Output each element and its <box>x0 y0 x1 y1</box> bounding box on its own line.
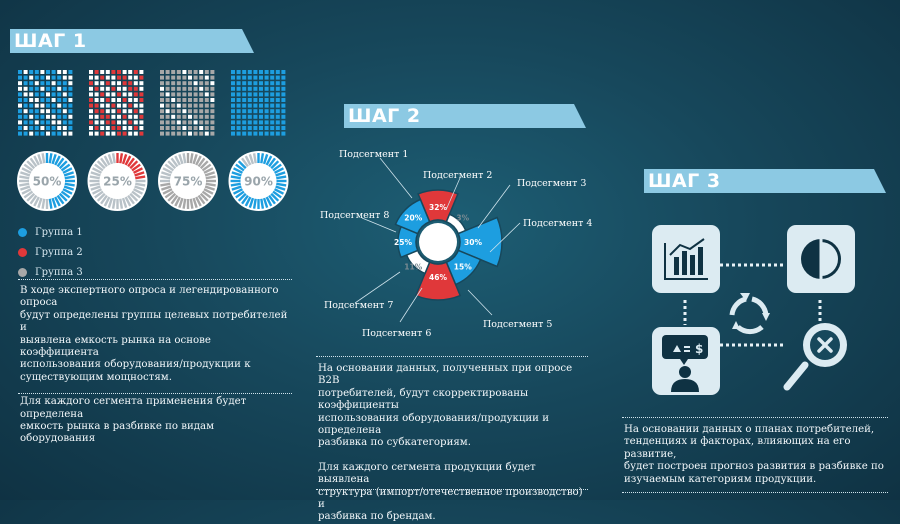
legend-dot-gray <box>18 268 27 277</box>
person-money-icon <box>652 327 720 395</box>
dot-grid-2 <box>89 70 143 136</box>
legend-label: Группа 2 <box>35 246 83 258</box>
step2-description <box>316 356 588 523</box>
segment-value-5: 46% <box>429 273 447 282</box>
leader-line-1 <box>380 158 412 198</box>
step1-paragraph-2: Для каждого сегмента применения будет определена емкость рынка в разбивке по видам оборудования <box>20 396 247 445</box>
dot-grid-3 <box>160 70 214 136</box>
step1-banner <box>10 29 254 53</box>
step3-title: ШАГ 3 <box>648 170 721 192</box>
segment-label-3: Подсегмент 3 <box>517 178 587 189</box>
svg-text:$: $ <box>695 342 704 356</box>
gauge-1 <box>17 151 77 211</box>
step1-paragraph-1: В ходе экспертного опроса и легендированного опроса будут определены группы целевых потребителей и выявлена емкость рынка на основе коэффициента использования оборудования/продукции к существующим мощностям. <box>20 285 288 383</box>
gauge-3 <box>158 151 218 211</box>
step2-banner <box>344 104 586 128</box>
bar-chart-icon <box>652 225 720 293</box>
step2-title: ШАГ 2 <box>348 105 421 127</box>
step3-banner <box>644 169 886 193</box>
magnifier-x-icon <box>787 323 847 387</box>
legend <box>18 222 83 282</box>
segment-value-8: 20% <box>404 213 423 223</box>
segment-label-7: Подсегмент 7 <box>324 300 394 311</box>
step1-description <box>18 279 292 445</box>
legend-dot-blue <box>18 228 27 237</box>
segment-label-8: Подсегмент 8 <box>320 210 390 221</box>
dot-grid-1 <box>18 70 72 136</box>
segment-value-2: 3% <box>456 213 470 223</box>
segment-label-4: Подсегмент 4 <box>523 218 593 229</box>
segment-label-1: Подсегмент 1 <box>339 149 409 160</box>
legend-label: Группа 3 <box>35 266 83 278</box>
gauge-4 <box>229 151 289 211</box>
gauge-value-label: 50% <box>32 174 62 189</box>
legend-item-group1 <box>18 222 83 242</box>
step1-title: ШАГ 1 <box>14 30 87 52</box>
leader-line-5 <box>468 290 492 315</box>
gauge-value-label: 90% <box>244 174 273 189</box>
recycle-icon <box>732 293 770 332</box>
segment-value-6: 11% <box>404 262 423 272</box>
step2-paragraph-2: Для каждого сегмента продукции будет выявлена структура (импорт/отечественное производство) и разбивка по брендам. <box>318 461 583 523</box>
segment-label-6: Подсегмент 6 <box>362 328 432 339</box>
percentage-gauges <box>10 148 300 218</box>
legend-label: Группа 1 <box>35 226 83 238</box>
leader-line-6 <box>400 288 422 322</box>
segment-label-5: Подсегмент 5 <box>483 319 553 330</box>
gauge-value-label: 25% <box>103 174 132 189</box>
legend-dot-red <box>18 248 27 257</box>
pie-chart-icon <box>787 225 855 293</box>
step3-description <box>622 417 888 493</box>
gauge-value-label: 75% <box>173 174 203 189</box>
dot-grid-charts <box>18 70 288 140</box>
forecast-diagram <box>640 215 885 405</box>
leader-line-7 <box>355 272 400 303</box>
segment-value-7: 25% <box>394 238 412 247</box>
segment-value-1: 32% <box>429 203 447 212</box>
segment-value-3: 30% <box>464 238 482 247</box>
gauge-2 <box>88 151 148 211</box>
segment-value-4: 15% <box>453 262 472 272</box>
step2-paragraph-1: На основании данных, полученных при опросе B2B потребителей, будут скорректированы коэффициенты использования оборудования/продукции и определена разбивка по субкатегориям. <box>318 363 573 449</box>
segment-label-2: Подсегмент 2 <box>423 170 493 181</box>
dot-grid-4 <box>231 70 285 136</box>
legend-item-group2 <box>18 242 83 262</box>
step3-paragraph-1: На основании данных о планах потребителей, тенденциях и факторах, влияющих на его развитие, будет построен прогноз развития в разбивке по изучаемым категориям продукции. <box>624 424 884 485</box>
